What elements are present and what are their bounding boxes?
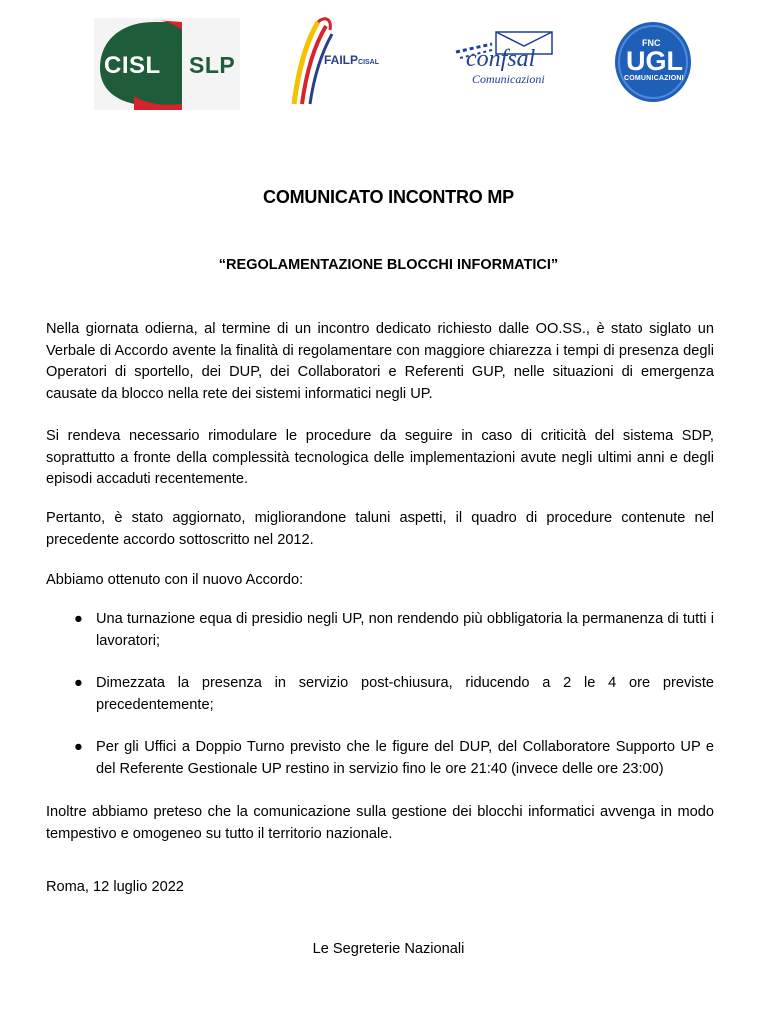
document-subtitle: “REGOLAMENTAZIONE BLOCCHI INFORMATICI” [218,257,559,273]
list-item-text: Dimezzata la presenza in servizio post-chiusura, riducendo a 2 le 4 ore previste precedentemente; [96,675,714,713]
bullet-icon: ● [74,739,83,755]
paragraph-update: Pertanto, è stato aggiornato, migliorandone taluni aspetti, il quadro di procedure contenute nel precedente accordo sottoscritto nel 2012. [46,510,714,548]
slp-logo-text: SLP [189,52,236,78]
confsal-sub-text: Comunicazioni [472,72,545,86]
cisl-slp-logo [94,18,240,110]
failp-logo-text: FAILPCISAL [324,53,380,67]
bullet-icon: ● [74,611,83,627]
ugl-sub-text: COMUNICAZIONI [624,75,684,82]
header-logos [0,0,777,120]
ugl-fnc-text: FNC [642,38,661,48]
document-signature: Le Segreterie Nazionali [312,941,465,957]
confsal-logo [452,30,562,92]
ugl-logo-text: UGL [626,46,683,76]
list-item-text: Per gli Uffici a Doppio Turno previsto che le figure del DUP, del Collaboratore Supporto UP e del Referente Gestionale UP restino in servizio fino le ore 21:40 (invece delle ore 23:00) [96,739,714,777]
list-item-text: Una turnazione equa di presidio negli UP, non rendendo più obbligatoria la permanenza di tutti i lavoratori; [96,611,714,649]
document-date: Roma, 12 luglio 2022 [46,879,184,895]
ugl-logo [614,20,692,104]
failp-cisal-logo [284,12,394,110]
confsal-logo-text: confsal [466,46,536,72]
cisl-logo-text: CISL [104,52,161,79]
paragraph-intro: Nella giornata odierna, al termine di un incontro dedicato richiesto dalle OO.SS., è stato siglato un Verbale di Accordo avente la finalità di regolamentare con maggiore chiarezza i tempi di presenza degli Operatori di sportello, dei DUP, dei Collaboratori e Referenti GUP, nelle situazioni di emergenza causate da blocco nella rete dei sistemi informatici negli UP. [46,321,714,402]
document-title: COMUNICATO INCONTRO MP [263,187,514,207]
paragraph-results-intro: Abbiamo ottenuto con il nuovo Accordo: [46,572,304,588]
paragraph-reason: Si rendeva necessario rimodulare le procedure da seguire in caso di criticità del sistema SDP, soprattutto a fronte della complessità tecnologica delle implementazioni avute negli ultimi anni e degli episodi accaduti recentemente. [46,428,714,487]
paragraph-closing: Inoltre abbiamo preteso che la comunicazione sulla gestione dei blocchi informatici avvenga in modo tempestivo e omogeneo su tutto il territorio nazionale. [46,804,714,842]
bullet-icon: ● [74,675,83,691]
